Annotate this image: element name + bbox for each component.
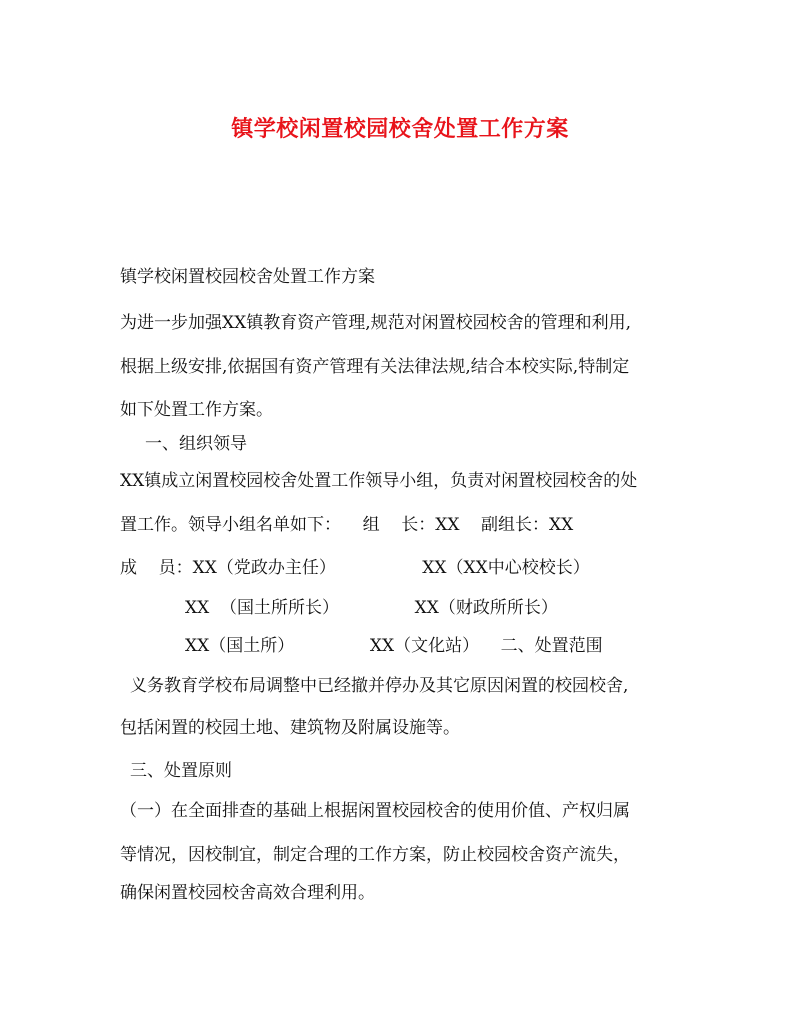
paragraph-line: 义务教育学校布局调整中已经撤并停办及其它原因闲置的校园校舍, [130, 676, 629, 696]
paragraph-line: XX镇成立闲置校园校舍处置工作领导小组，负责对闲置校园校舍的处 [120, 471, 638, 491]
paragraph-line: 确保闲置校园校舍高效合理利用。 [120, 883, 375, 903]
section-heading-organization: 一、组织领导 [145, 434, 247, 454]
body-heading: 镇学校闲置校园校舍处置工作方案 [120, 267, 375, 287]
section-heading-principles: 三、处置原则 [130, 761, 232, 781]
paragraph-line: （一）在全面排查的基础上根据闲置校园校舍的使用价值、产权归属 [120, 801, 630, 821]
document-title: 镇学校闲置校园校舍处置工作方案 [231, 116, 569, 142]
paragraph-line: 根据上级安排,依据国有资产管理有关法律法规,结合本校实际,特制定 [120, 357, 630, 377]
members-line: XX（国土所） XX（文化站） 二、处置范围 [185, 636, 603, 656]
members-line: XX （国土所所长） XX（财政所所长） [185, 598, 558, 618]
members-line: 成 员：XX（党政办主任） XX（XX中心校校长） [120, 558, 590, 578]
paragraph-line: 为进一步加强XX镇教育资产管理,规范对闲置校园校舍的管理和利用, [120, 313, 632, 333]
paragraph-line: 包括闲置的校园土地、建筑物及附属设施等。 [120, 718, 460, 738]
paragraph-line: 如下处置工作方案。 [120, 400, 273, 420]
paragraph-line: 置工作。领导小组名单如下： 组 长：XX 副组长：XX [120, 515, 574, 535]
paragraph-line: 等情况，因校制宜，制定合理的工作方案，防止校园校舍资产流失， [120, 845, 630, 865]
